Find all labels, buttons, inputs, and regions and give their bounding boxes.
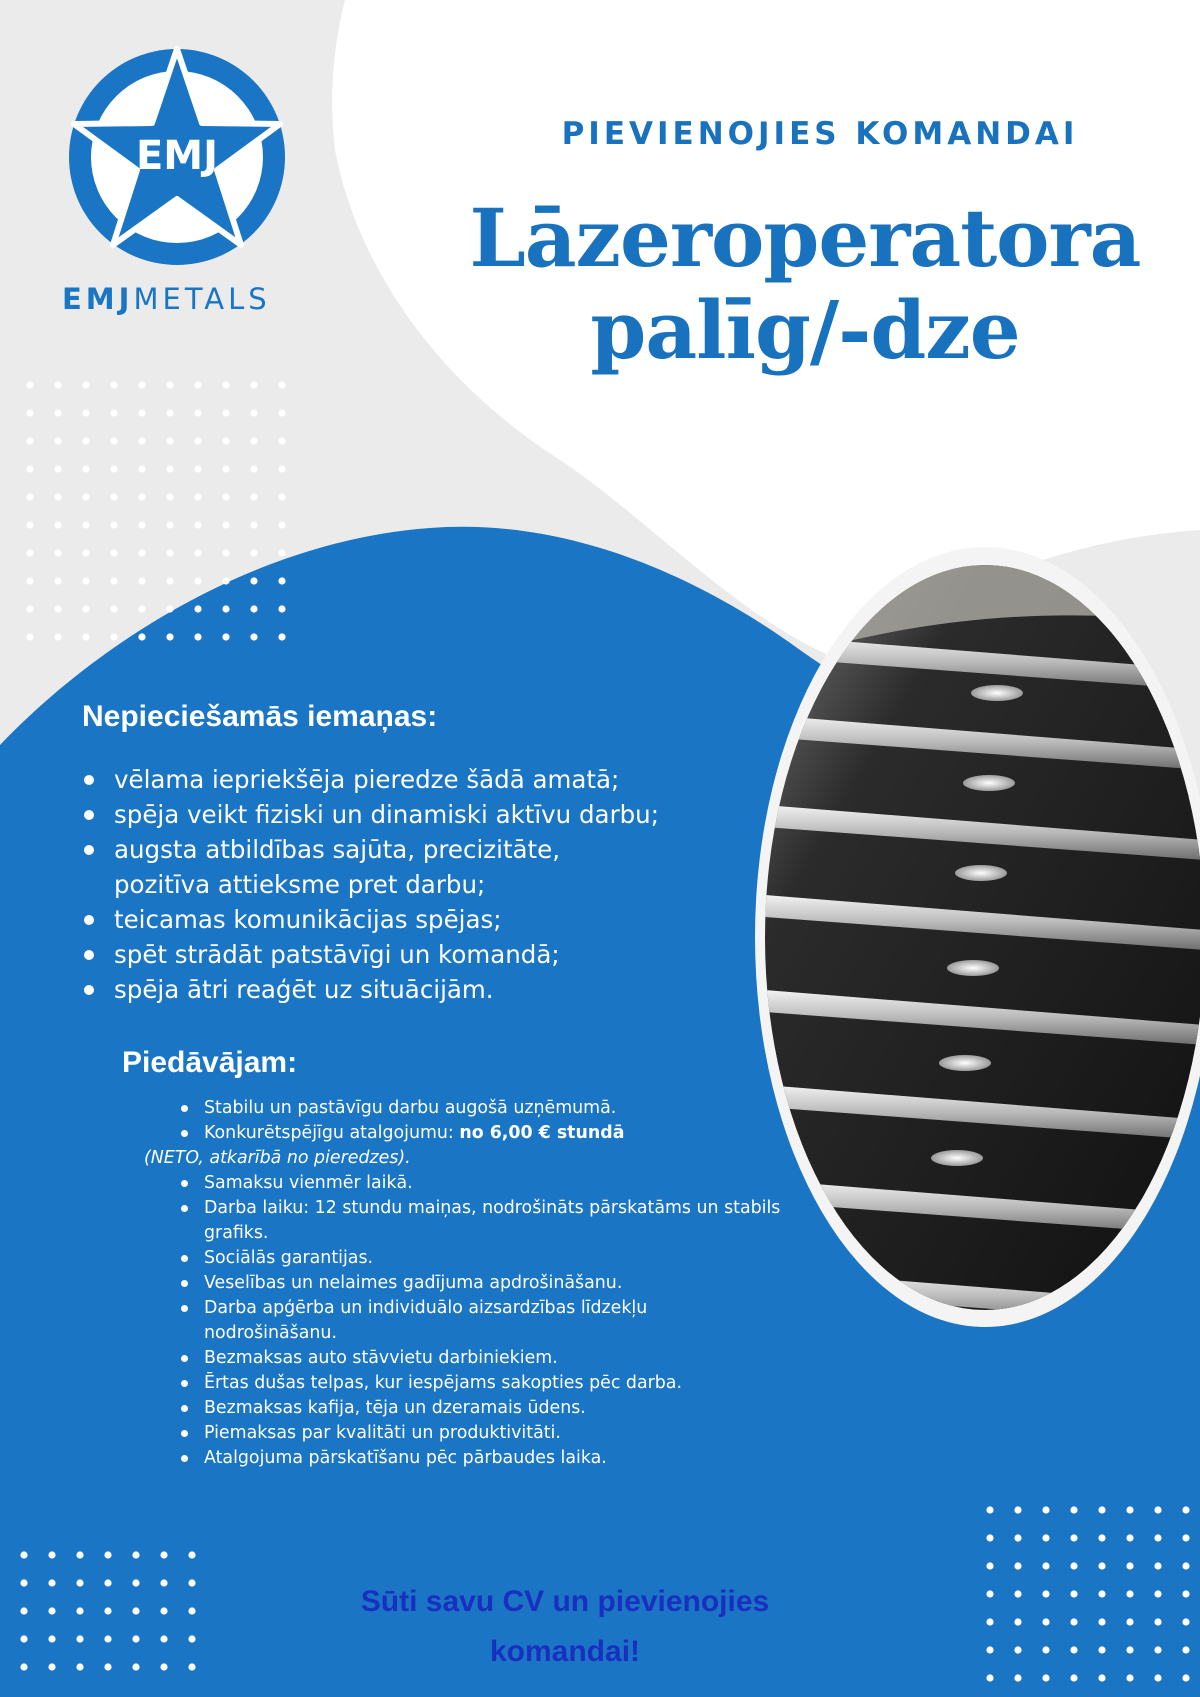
- decor-dot: [194, 577, 201, 584]
- decor-dot: [48, 1635, 55, 1642]
- decor-dot: [250, 549, 257, 556]
- decor-dot: [166, 577, 173, 584]
- list-item: Bezmaksas kafija, tēja un dzeramais ūdens.: [178, 1396, 878, 1421]
- decor-dot: [222, 549, 229, 556]
- decor-dot: [104, 1607, 111, 1614]
- decor-dot: [132, 1551, 139, 1558]
- decor-dot: [76, 1579, 83, 1586]
- offer-list: [144, 1096, 878, 1471]
- decor-dot: [26, 409, 33, 416]
- decor-dot: [160, 1579, 167, 1586]
- decor-dot: [110, 605, 117, 612]
- star-logo-icon: [66, 46, 288, 268]
- decor-dot: [138, 549, 145, 556]
- decor-dot: [76, 1635, 83, 1642]
- decor-dot: [278, 521, 285, 528]
- decor-dot: [250, 493, 257, 500]
- decor-dot: [1126, 1506, 1133, 1513]
- decor-dot: [1098, 1590, 1105, 1597]
- salary-note: (NETO, atkarībā no pieredzes).: [144, 1148, 411, 1168]
- decor-dot: [1014, 1534, 1021, 1541]
- decor-dot: [1042, 1674, 1049, 1681]
- decor-dot: [986, 1590, 993, 1597]
- decor-dot: [110, 549, 117, 556]
- decor-dot: [188, 1579, 195, 1586]
- decor-dot: [1014, 1506, 1021, 1513]
- decor-dot: [222, 409, 229, 416]
- decor-dot: [82, 521, 89, 528]
- decor-dot: [222, 493, 229, 500]
- decor-dot: [1014, 1674, 1021, 1681]
- decor-dot: [1126, 1534, 1133, 1541]
- list-item: Ērtas dušas telpas, kur iespējams sakopties pēc darba.: [178, 1371, 878, 1396]
- decor-dot: [188, 1607, 195, 1614]
- decor-dot: [110, 577, 117, 584]
- decor-dot: [1042, 1646, 1049, 1653]
- decor-dot: [250, 521, 257, 528]
- decor-dot: [194, 493, 201, 500]
- decor-dot: [166, 409, 173, 416]
- decor-dot: [138, 521, 145, 528]
- decor-dot: [250, 465, 257, 472]
- decor-dot: [132, 1607, 139, 1614]
- decor-dot: [1070, 1618, 1077, 1625]
- decor-dot: [188, 1663, 195, 1670]
- decor-dot: [986, 1646, 993, 1653]
- decor-dot: [1014, 1618, 1021, 1625]
- decor-dot: [278, 437, 285, 444]
- list-item: Samaksu vienmēr laikā.: [178, 1171, 878, 1196]
- decor-dot: [278, 493, 285, 500]
- decor-dot: [104, 1579, 111, 1586]
- decor-dot: [138, 437, 145, 444]
- decor-dot: [1070, 1646, 1077, 1653]
- decor-dot: [82, 409, 89, 416]
- skills-list: [80, 762, 780, 1007]
- decor-dot: [1070, 1534, 1077, 1541]
- decor-dot: [132, 1663, 139, 1670]
- decor-dot: [278, 577, 285, 584]
- decor-dot: [1126, 1590, 1133, 1597]
- decor-dot: [20, 1607, 27, 1614]
- decor-dot: [138, 381, 145, 388]
- decor-dot: [1042, 1506, 1049, 1513]
- cta-text: [260, 1577, 870, 1677]
- decor-dot: [194, 605, 201, 612]
- decor-dot: [1098, 1674, 1105, 1681]
- decor-dot: [1098, 1618, 1105, 1625]
- decor-dot: [138, 465, 145, 472]
- decor-dot: [194, 437, 201, 444]
- decor-dot: [986, 1674, 993, 1681]
- decor-dot: [250, 409, 257, 416]
- decor-dot: [1042, 1534, 1049, 1541]
- decor-dot: [278, 465, 285, 472]
- decor-dot: [1126, 1674, 1133, 1681]
- list-item: spēja ātri reaģēt uz situācijām.: [80, 972, 780, 1007]
- job-title: [440, 192, 1170, 376]
- decor-dot: [986, 1534, 993, 1541]
- decor-dot: [1182, 1562, 1189, 1569]
- decor-dot: [1126, 1562, 1133, 1569]
- list-item: spēja veikt fiziski un dinamiski aktīvu darbu;: [80, 797, 780, 832]
- decor-dot: [138, 577, 145, 584]
- decor-dot: [54, 577, 61, 584]
- decor-dot: [194, 381, 201, 388]
- offer-heading: Piedāvājam:: [122, 1046, 298, 1079]
- decor-dot: [1042, 1590, 1049, 1597]
- decor-dot: [194, 549, 201, 556]
- decor-dot: [1182, 1646, 1189, 1653]
- decor-dot: [138, 605, 145, 612]
- list-item: vēlama iepriekšēja pieredze šādā amatā;: [80, 762, 780, 797]
- decor-dot: [26, 633, 33, 640]
- list-item: Atalgojuma pārskatīšanu pēc pārbaudes laika.: [178, 1446, 878, 1471]
- decor-dot: [54, 381, 61, 388]
- decor-dot: [1126, 1646, 1133, 1653]
- decor-dot: [54, 493, 61, 500]
- decor-dot: [1014, 1590, 1021, 1597]
- list-item: Veselības un nelaimes gadījuma apdrošināšanu.: [178, 1271, 878, 1296]
- decor-dot: [1098, 1534, 1105, 1541]
- decor-dot: [222, 633, 229, 640]
- decor-dot: [222, 605, 229, 612]
- emj-metals-logo: [62, 46, 292, 316]
- decor-dot: [188, 1551, 195, 1558]
- decor-dot: [110, 521, 117, 528]
- decor-dot: [1014, 1562, 1021, 1569]
- decor-dot: [222, 465, 229, 472]
- decor-dot: [82, 437, 89, 444]
- list-item: augsta atbildības sajūta, precizitāte, pozitīva attieksme pret darbu;: [80, 832, 634, 902]
- list-item: Piemaksas par kvalitāti un produktivitāti.: [178, 1421, 878, 1446]
- cut-hole: [931, 1150, 983, 1166]
- salary-item: [144, 1121, 878, 1171]
- decor-dot: [222, 381, 229, 388]
- decor-dot: [166, 521, 173, 528]
- decor-dot: [1042, 1562, 1049, 1569]
- decor-dot: [26, 465, 33, 472]
- decor-dot: [250, 577, 257, 584]
- decor-dot: [138, 633, 145, 640]
- decor-dot: [110, 437, 117, 444]
- cut-hole: [939, 1055, 991, 1071]
- decor-dot: [26, 549, 33, 556]
- decor-dot: [132, 1579, 139, 1586]
- decor-dot: [110, 633, 117, 640]
- decor-dot: [1154, 1590, 1161, 1597]
- decor-dot: [160, 1663, 167, 1670]
- list-item: Darba laiku: 12 stundu maiņas, nodrošināts pārskatāms un stabils grafiks.: [178, 1196, 804, 1246]
- decor-dot: [20, 1579, 27, 1586]
- decor-dot: [1070, 1590, 1077, 1597]
- list-item: Stabilu un pastāvīgu darbu augošā uzņēmumā.: [178, 1096, 878, 1121]
- job-title-line2: palīg/-dze: [590, 283, 1020, 377]
- decor-dot: [1182, 1674, 1189, 1681]
- decor-dot: [104, 1663, 111, 1670]
- company-name-rest: METALS: [133, 282, 271, 316]
- cta-line2: komandai!: [489, 1635, 641, 1668]
- decor-dot: [1154, 1506, 1161, 1513]
- salary-value: no 6,00 € stundā: [459, 1123, 625, 1143]
- decor-dot: [166, 493, 173, 500]
- salary-prefix: Konkurētspējīgu atalgojumu:: [204, 1123, 460, 1143]
- decor-dot: [222, 437, 229, 444]
- company-name: [62, 282, 292, 316]
- decor-dot: [20, 1635, 27, 1642]
- list-item: spēt strādāt patstāvīgi un komandā;: [80, 937, 780, 972]
- decor-dot: [278, 605, 285, 612]
- decor-dot: [986, 1506, 993, 1513]
- decor-dot: [1042, 1618, 1049, 1625]
- kicker-text: PIEVIENOJIES KOMANDAI: [561, 116, 1079, 152]
- cut-hole: [947, 960, 999, 976]
- decor-dot: [76, 1551, 83, 1558]
- decor-dot: [1126, 1618, 1133, 1625]
- decor-dot: [54, 605, 61, 612]
- decor-dot: [166, 437, 173, 444]
- cut-hole: [971, 685, 1023, 701]
- decor-dot: [250, 437, 257, 444]
- decor-dot: [222, 521, 229, 528]
- decor-dot: [1154, 1562, 1161, 1569]
- decor-dot: [138, 409, 145, 416]
- decor-dot: [26, 493, 33, 500]
- decor-dot: [110, 409, 117, 416]
- decor-dot: [1182, 1534, 1189, 1541]
- decor-dot: [110, 381, 117, 388]
- decor-dot: [986, 1562, 993, 1569]
- decor-dot: [54, 549, 61, 556]
- logo-initials: EMJ: [135, 133, 219, 179]
- decor-dot: [48, 1551, 55, 1558]
- list-item: Bezmaksas auto stāvvietu darbiniekiem.: [178, 1346, 878, 1371]
- decor-dot: [26, 521, 33, 528]
- list-item: teicamas komunikācijas spējas;: [80, 902, 780, 937]
- decor-dot: [82, 633, 89, 640]
- decor-dot: [194, 521, 201, 528]
- decor-dot: [110, 493, 117, 500]
- decor-dot: [76, 1663, 83, 1670]
- decor-dot: [82, 605, 89, 612]
- decor-dot: [194, 465, 201, 472]
- decor-dot: [166, 605, 173, 612]
- decor-dot: [1182, 1506, 1189, 1513]
- decor-dot: [1098, 1646, 1105, 1653]
- decor-dot: [194, 409, 201, 416]
- decor-dot: [166, 381, 173, 388]
- decor-dot: [1070, 1674, 1077, 1681]
- decor-dot: [278, 549, 285, 556]
- decor-dot: [1154, 1618, 1161, 1625]
- decor-dot: [1154, 1646, 1161, 1653]
- decor-dot: [1182, 1618, 1189, 1625]
- decor-dot: [26, 437, 33, 444]
- decor-dot: [1098, 1562, 1105, 1569]
- cut-hole: [963, 775, 1015, 791]
- decor-dot: [20, 1551, 27, 1558]
- decor-dot: [1154, 1674, 1161, 1681]
- decor-dot: [26, 577, 33, 584]
- decor-dot: [166, 633, 173, 640]
- decor-dot: [138, 493, 145, 500]
- decor-dot: [104, 1635, 111, 1642]
- decor-dot: [48, 1579, 55, 1586]
- decor-dot: [132, 1635, 139, 1642]
- decor-dot: [194, 633, 201, 640]
- decor-dot: [110, 465, 117, 472]
- decor-dot: [160, 1635, 167, 1642]
- cta-line1: Sūti savu CV un pievienojies: [360, 1585, 770, 1618]
- decor-dot: [1098, 1506, 1105, 1513]
- decor-dot: [26, 605, 33, 612]
- decor-dot: [1070, 1506, 1077, 1513]
- decor-dot: [82, 493, 89, 500]
- decor-dot: [250, 605, 257, 612]
- decor-dot: [160, 1551, 167, 1558]
- decor-dot: [278, 409, 285, 416]
- decor-dot: [222, 577, 229, 584]
- decor-dot: [82, 577, 89, 584]
- decor-dot: [82, 465, 89, 472]
- decor-dot: [54, 437, 61, 444]
- decor-dot: [82, 381, 89, 388]
- decor-dot: [104, 1551, 111, 1558]
- decor-dot: [54, 633, 61, 640]
- decor-dot: [278, 381, 285, 388]
- list-item: Darba apģērba un individuālo aizsardzības līdzekļu nodrošināšanu.: [178, 1296, 774, 1346]
- decor-dot: [48, 1663, 55, 1670]
- job-title-line1: Lāzeroperatora: [469, 191, 1141, 285]
- decor-dot: [1014, 1646, 1021, 1653]
- decor-dot: [1154, 1534, 1161, 1541]
- skills-heading: Nepieciešamās iemaņas:: [82, 700, 438, 733]
- decor-dot: [48, 1607, 55, 1614]
- decor-dot: [160, 1607, 167, 1614]
- cut-hole: [955, 865, 1007, 881]
- list-item: Sociālās garantijas.: [178, 1246, 878, 1271]
- decor-dot: [166, 465, 173, 472]
- decor-dot: [54, 409, 61, 416]
- decor-dot: [1070, 1562, 1077, 1569]
- decor-dot: [26, 381, 33, 388]
- decor-dot: [166, 549, 173, 556]
- decor-dot: [82, 549, 89, 556]
- decor-dot: [188, 1635, 195, 1642]
- decor-dot: [54, 521, 61, 528]
- decor-dot: [986, 1618, 993, 1625]
- decor-dot: [76, 1607, 83, 1614]
- decor-dot: [250, 381, 257, 388]
- decor-dot: [1182, 1590, 1189, 1597]
- decor-dot: [250, 633, 257, 640]
- company-name-bold: EMJ: [62, 282, 134, 316]
- decor-dot: [278, 633, 285, 640]
- decor-dot: [20, 1663, 27, 1670]
- decor-dot: [54, 465, 61, 472]
